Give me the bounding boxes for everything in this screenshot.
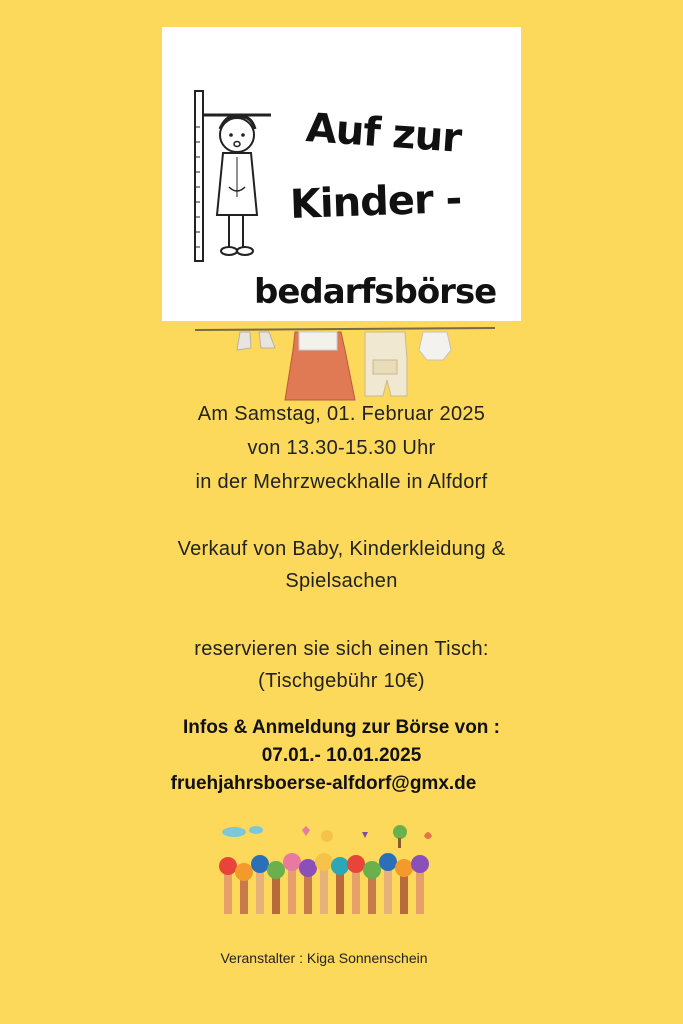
overalls-icon — [365, 332, 407, 396]
logo-title-line-1: Auf zur — [304, 105, 463, 162]
dress-icon — [285, 332, 355, 400]
logo-panel — [162, 27, 521, 321]
clothesline-illustration — [195, 320, 495, 405]
baby-shirt-icon — [419, 332, 451, 360]
sock-icon — [237, 332, 275, 350]
sale-description-line-2: Spielsachen — [285, 570, 398, 592]
child-height-chart-illustration — [187, 87, 277, 267]
registration-info-heading: Infos & Anmeldung zur Börse von : — [182, 717, 501, 738]
colorful-hands-illustration — [212, 822, 442, 917]
table-fee-text: (Tischgebühr 10€) — [258, 670, 425, 692]
event-location: in der Mehrzweckhalle in Alfdorf — [195, 471, 488, 493]
event-time: von 13.30-15.30 Uhr — [247, 437, 436, 459]
registration-dates: 07.01.- 10.01.2025 — [261, 745, 422, 766]
registration-email-link[interactable]: fruehjahrsboerse-alfdorf@gmx.de — [170, 773, 477, 794]
logo-title-line-2: Kinder - — [289, 176, 462, 228]
organizer-text: Veranstalter : Kiga Sonnenschein — [220, 950, 428, 966]
event-date: Am Samstag, 01. Februar 2025 — [197, 403, 486, 425]
logo-title-line-3: bedarfsbörse — [254, 272, 497, 312]
reserve-table-text: reservieren sie sich einen Tisch: — [194, 638, 489, 660]
sale-description-line-1: Verkauf von Baby, Kinderkleidung & — [177, 538, 506, 560]
